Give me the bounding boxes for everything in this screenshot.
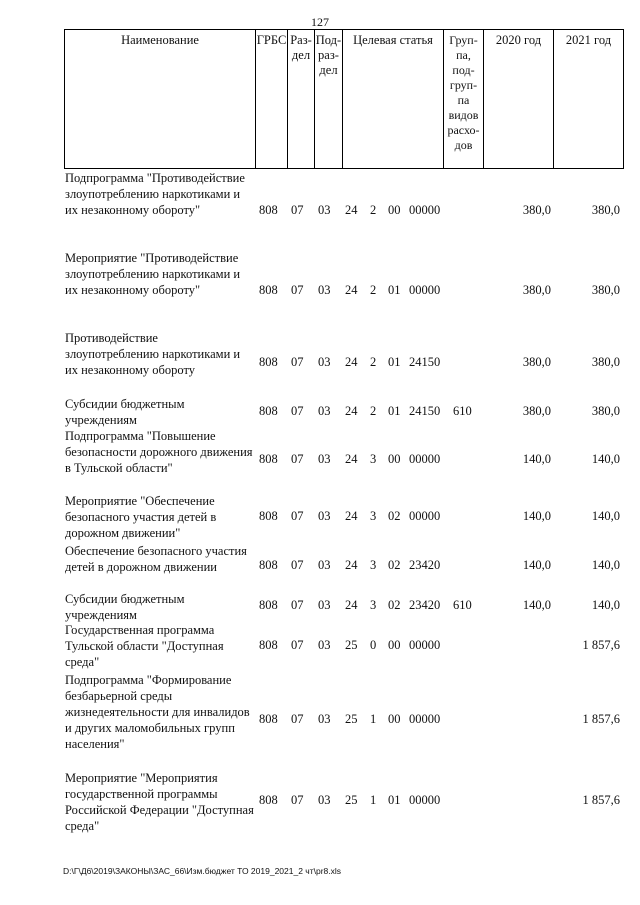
row-name: Мероприятие "Мероприятия государственной программы Российской Федерации "Доступная среда" <box>65 771 254 833</box>
cell-target-event: 01 <box>388 283 401 297</box>
cell-amount-2020: 140,0 <box>522 509 551 523</box>
cell-amount-2021: 380,0 <box>591 355 620 369</box>
cell-target-subprogram: 3 <box>370 509 377 523</box>
cell-target-subprogram: 2 <box>370 203 377 217</box>
cell-target-subprogram: 1 <box>370 793 377 807</box>
cell-grbs: 808 <box>259 452 278 466</box>
cell-amount-2020: 140,0 <box>522 598 551 612</box>
cell-target-event: 01 <box>388 793 401 807</box>
cell-grbs: 808 <box>259 558 278 572</box>
cell-target-event: 02 <box>388 598 401 612</box>
cell-target-program: 24 <box>345 283 358 297</box>
cell-target-program: 24 <box>345 558 358 572</box>
row-name: Подпрограмма "Формирование безбарьерной среды жизнедеятельности для инвалидов и других маломобильных групп населения" <box>65 673 250 751</box>
cell-target-program: 24 <box>345 598 358 612</box>
cell-target-subprogram: 0 <box>370 638 377 652</box>
cell-amount-2021: 1 857,6 <box>582 793 620 807</box>
cell-grbs: 808 <box>259 712 278 726</box>
cell-amount-2021: 380,0 <box>591 283 620 297</box>
cell-podrazdel: 03 <box>318 452 331 466</box>
cell-razdel: 07 <box>291 638 304 652</box>
cell-target-subprogram: 2 <box>370 404 377 418</box>
cell-grbs: 808 <box>259 203 278 217</box>
cell-razdel: 07 <box>291 509 304 523</box>
cell-amount-2021: 380,0 <box>591 404 620 418</box>
header-name: Наименование <box>65 30 256 168</box>
cell-target-event: 02 <box>388 558 401 572</box>
cell-target-program: 25 <box>345 712 358 726</box>
cell-podrazdel: 03 <box>318 283 331 297</box>
cell-target-event: 01 <box>388 404 401 418</box>
cell-razdel: 07 <box>291 598 304 612</box>
header-expense-group: Груп- па, под- груп- па видов расхо- дов <box>444 30 484 168</box>
cell-target-subprogram: 2 <box>370 283 377 297</box>
cell-amount-2020: 140,0 <box>522 558 551 572</box>
row-name: Подпрограмма "Противодействие злоупотреблению наркотиками и их незаконному обороту" <box>65 171 245 217</box>
cell-target-subprogram: 3 <box>370 598 377 612</box>
header-grbs: ГРБС <box>256 30 288 168</box>
cell-target-direction: 00000 <box>409 793 441 807</box>
cell-amount-2020: 380,0 <box>522 283 551 297</box>
cell-target-program: 25 <box>345 793 358 807</box>
cell-podrazdel: 03 <box>318 509 331 523</box>
cell-target-direction: 23420 <box>409 558 441 572</box>
cell-amount-2021: 140,0 <box>591 452 620 466</box>
cell-grbs: 808 <box>259 793 278 807</box>
header-2020: 2020 год <box>484 30 554 168</box>
cell-razdel: 07 <box>291 355 304 369</box>
cell-target-program: 25 <box>345 638 358 652</box>
cell-target-program: 24 <box>345 355 358 369</box>
cell-grbs: 808 <box>259 598 278 612</box>
cell-expense-group: 610 <box>453 404 472 418</box>
cell-target-direction: 00000 <box>409 452 441 466</box>
cell-amount-2020: 380,0 <box>522 404 551 418</box>
cell-podrazdel: 03 <box>318 712 331 726</box>
header-2021: 2021 год <box>565 33 612 47</box>
cell-podrazdel: 03 <box>318 793 331 807</box>
cell-podrazdel: 03 <box>318 638 331 652</box>
table-header <box>64 29 624 169</box>
cell-target-direction: 00000 <box>409 712 441 726</box>
row-name: Обеспечение безопасного участия детей в дорожном движении <box>65 544 247 574</box>
cell-target-direction: 00000 <box>409 283 441 297</box>
row-name: Подпрограмма "Повышение безопасности дорожного движения в Тульской области" <box>65 429 253 475</box>
cell-podrazdel: 03 <box>318 598 331 612</box>
cell-razdel: 07 <box>291 793 304 807</box>
cell-target-program: 24 <box>345 203 358 217</box>
cell-grbs: 808 <box>259 509 278 523</box>
cell-amount-2021: 140,0 <box>591 509 620 523</box>
cell-target-direction: 24150 <box>409 404 441 418</box>
cell-target-subprogram: 1 <box>370 712 377 726</box>
cell-grbs: 808 <box>259 638 278 652</box>
cell-podrazdel: 03 <box>318 404 331 418</box>
cell-target-subprogram: 3 <box>370 558 377 572</box>
row-name: Субсидии бюджетным учреждениям <box>65 397 185 427</box>
cell-target-event: 00 <box>388 452 401 466</box>
cell-amount-2021: 140,0 <box>591 598 620 612</box>
cell-grbs: 808 <box>259 283 278 297</box>
cell-razdel: 07 <box>291 203 304 217</box>
cell-target-program: 24 <box>345 404 358 418</box>
cell-grbs: 808 <box>259 404 278 418</box>
cell-target-event: 00 <box>388 638 401 652</box>
cell-amount-2020: 380,0 <box>522 355 551 369</box>
cell-amount-2020: 140,0 <box>522 452 551 466</box>
cell-target-direction: 00000 <box>409 638 441 652</box>
cell-target-program: 24 <box>345 452 358 466</box>
cell-podrazdel: 03 <box>318 355 331 369</box>
cell-target-direction: 24150 <box>409 355 441 369</box>
row-name: Мероприятие "Обеспечение безопасного участия детей в дорожном движении" <box>65 494 217 540</box>
cell-amount-2021: 1 857,6 <box>582 712 620 726</box>
row-name: Мероприятие "Противодействие злоупотреблению наркотиками и их незаконному обороту" <box>65 251 241 297</box>
cell-target-direction: 23420 <box>409 598 441 612</box>
cell-razdel: 07 <box>291 712 304 726</box>
cell-amount-2020: 380,0 <box>522 203 551 217</box>
cell-razdel: 07 <box>291 283 304 297</box>
cell-amount-2021: 1 857,6 <box>582 638 620 652</box>
cell-expense-group: 610 <box>453 598 472 612</box>
cell-target-event: 01 <box>388 355 401 369</box>
header-podrazdel: Под- раз- дел <box>315 30 343 168</box>
cell-target-event: 00 <box>388 203 401 217</box>
cell-razdel: 07 <box>291 452 304 466</box>
header-target-article: Целевая статья <box>343 30 444 168</box>
cell-target-event: 00 <box>388 712 401 726</box>
cell-grbs: 808 <box>259 355 278 369</box>
cell-podrazdel: 03 <box>318 203 331 217</box>
row-name: Субсидии бюджетным учреждениям <box>65 592 185 622</box>
page-number: 127 <box>311 15 329 29</box>
cell-target-direction: 00000 <box>409 509 441 523</box>
cell-target-subprogram: 2 <box>370 355 377 369</box>
file-path-footer: D:\Г\Д6\2019\ЗАКОНЫ\ЗАС_66\Изм.бюджет ТО 2019_2021_2 чт\pr8.xls <box>63 866 342 876</box>
cell-target-event: 02 <box>388 509 401 523</box>
cell-target-direction: 00000 <box>409 203 441 217</box>
row-name: Государственная программа Тульской области "Доступная среда" <box>65 623 224 669</box>
header-razdel: Раз- дел <box>288 30 315 168</box>
cell-razdel: 07 <box>291 404 304 418</box>
cell-amount-2021: 140,0 <box>591 558 620 572</box>
cell-razdel: 07 <box>291 558 304 572</box>
cell-target-subprogram: 3 <box>370 452 377 466</box>
cell-target-program: 24 <box>345 509 358 523</box>
row-name: Противодействие злоупотреблению наркотиками и их незаконному обороту <box>65 331 241 377</box>
cell-amount-2021: 380,0 <box>591 203 620 217</box>
cell-podrazdel: 03 <box>318 558 331 572</box>
